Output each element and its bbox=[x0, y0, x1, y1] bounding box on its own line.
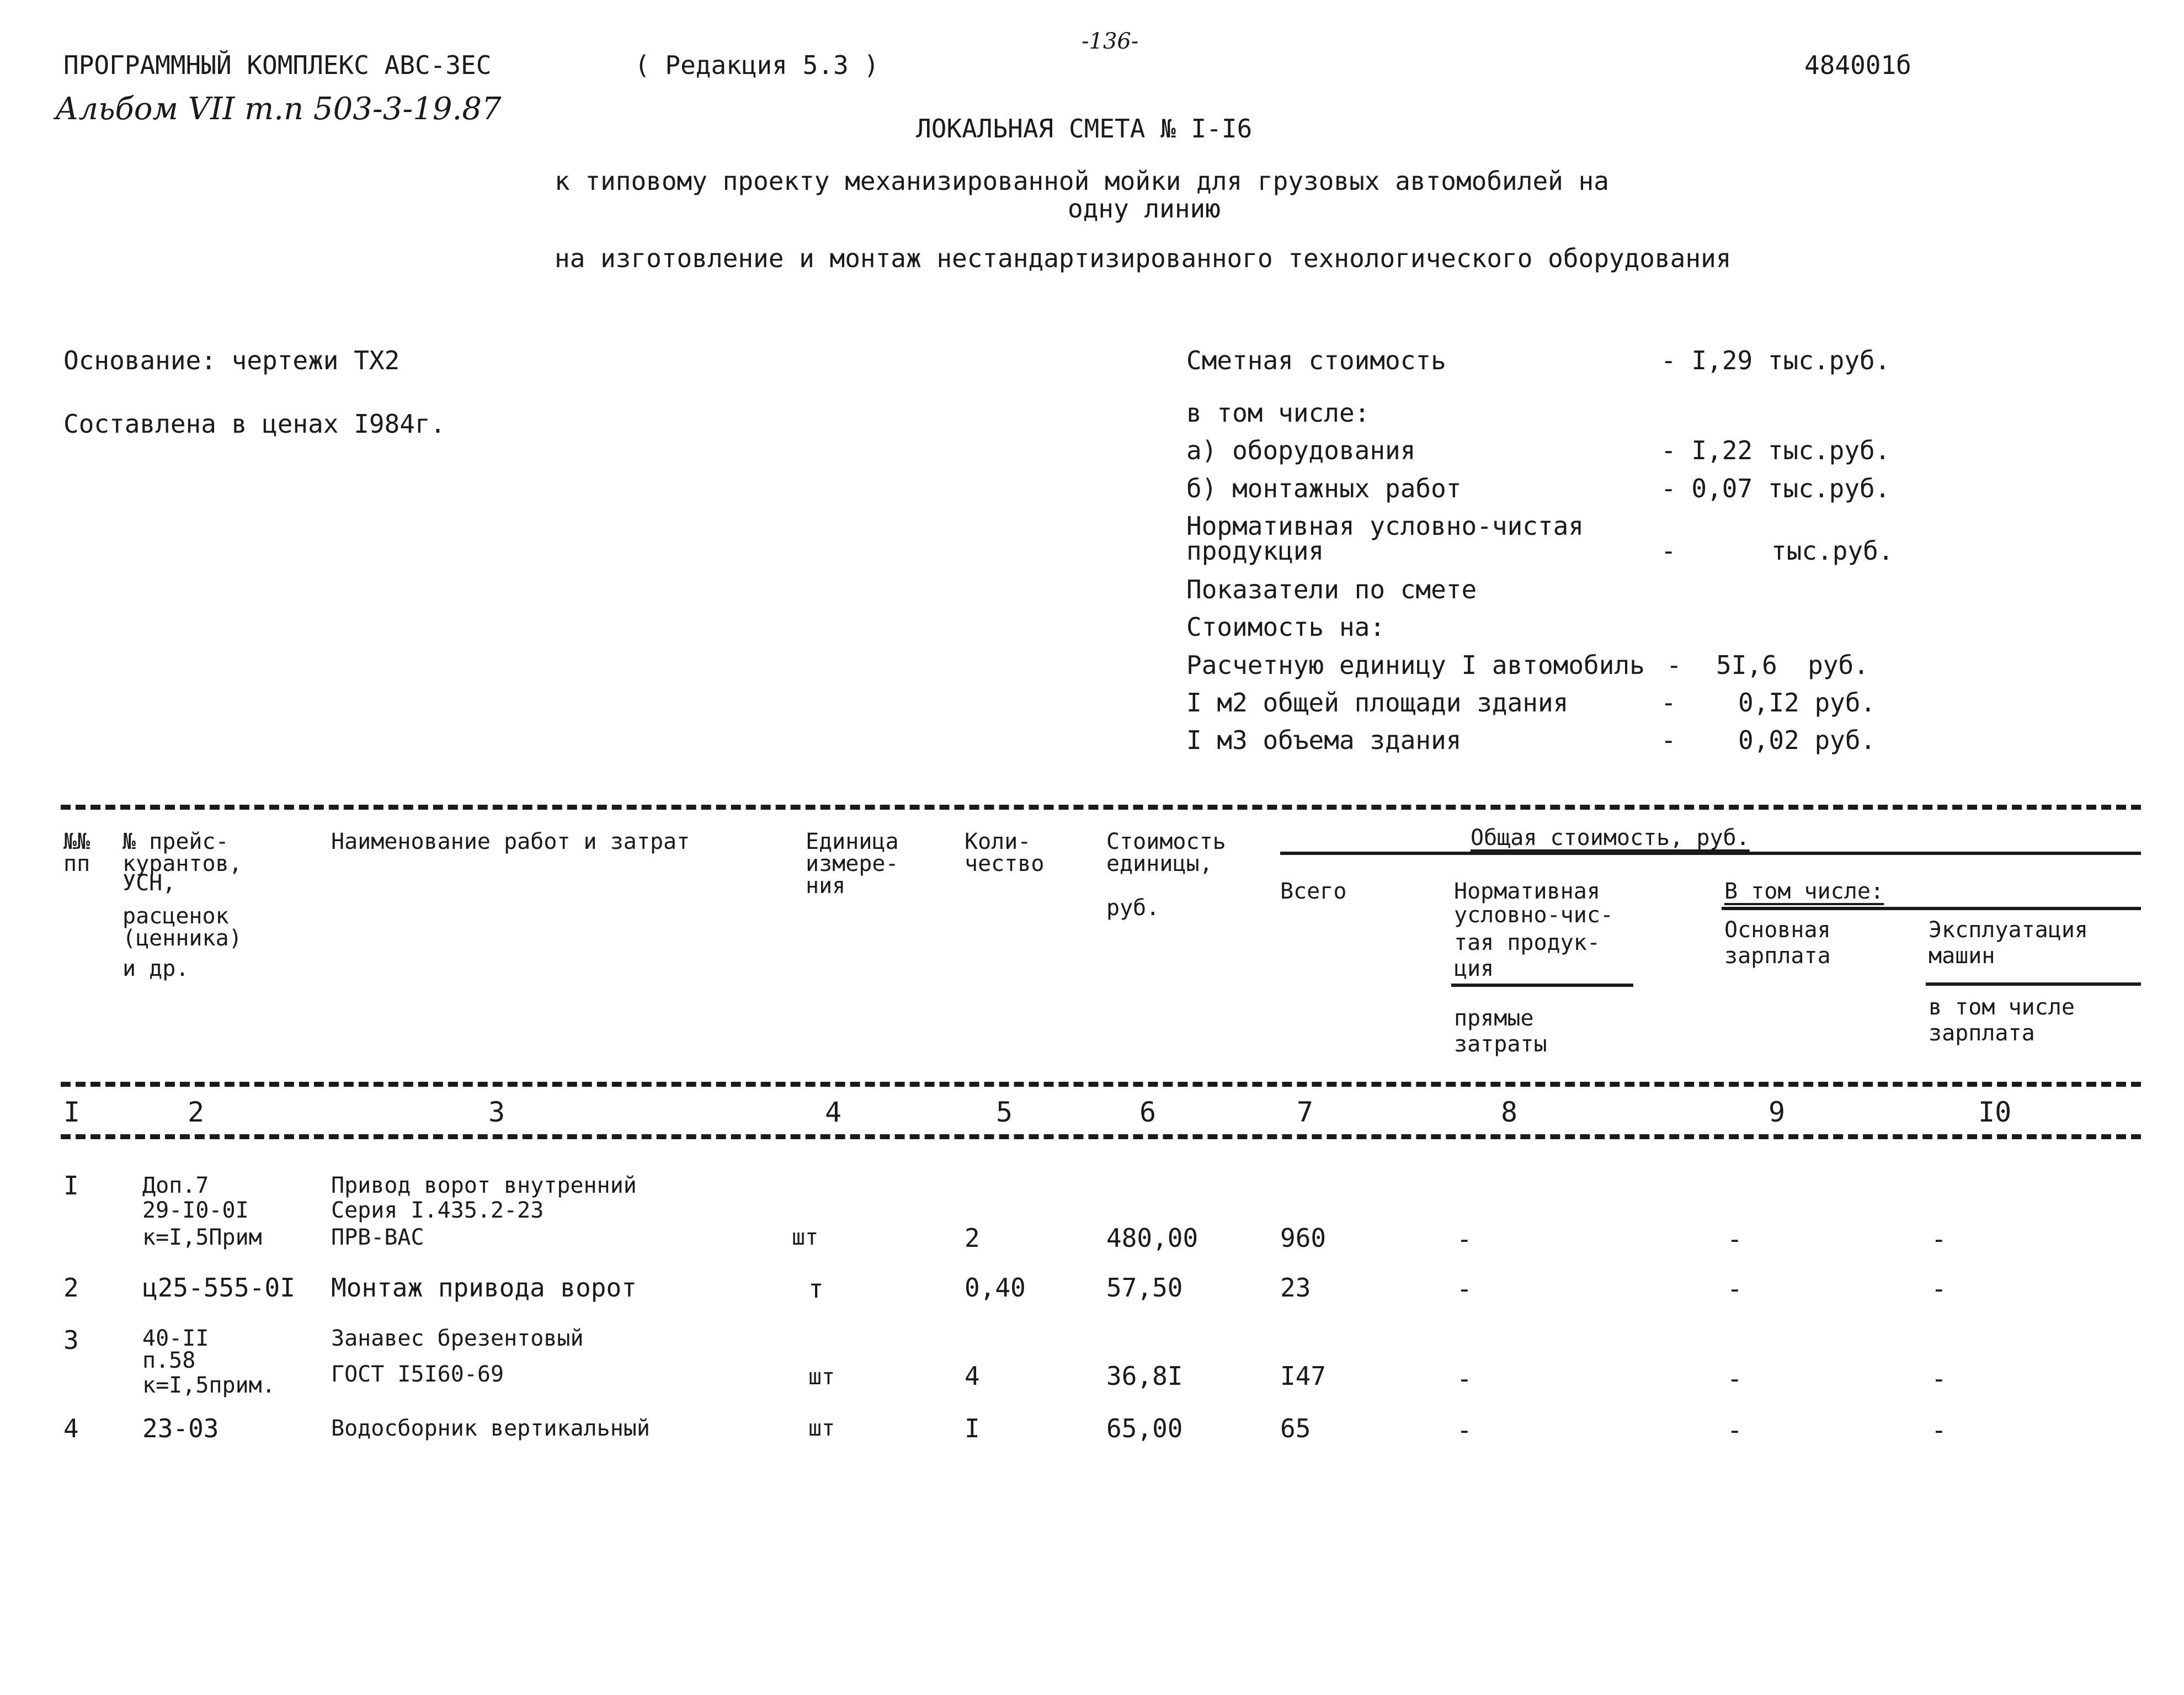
per-unit-value: 5I,6 руб. bbox=[1716, 650, 1869, 680]
header-c1-line1: №№ bbox=[63, 829, 90, 854]
header-c8-bottom-line2: затраты bbox=[1454, 1032, 1547, 1057]
header-c6-line1: Стоимость bbox=[1106, 829, 1226, 854]
header-incl: В том числе: bbox=[1724, 879, 1884, 904]
header-c2-line5: (ценника) bbox=[122, 926, 242, 951]
row-name-line: Серия I.435.2-23 bbox=[331, 1198, 544, 1223]
row-total: I47 bbox=[1280, 1361, 1327, 1391]
per-m2-label: I м2 общей площади здания bbox=[1186, 688, 1569, 718]
per-m2-value: 0,I2 руб. bbox=[1738, 688, 1876, 718]
document-title: ЛОКАЛЬНАЯ СМЕТА № I-I6 bbox=[916, 114, 1253, 144]
row-unit: шт bbox=[808, 1416, 835, 1441]
incl-label: в том числе: bbox=[1186, 398, 1370, 428]
row-c8: - bbox=[1457, 1415, 1472, 1445]
row-price: 65,00 bbox=[1106, 1414, 1183, 1443]
row-code-line: Доп.7 bbox=[142, 1173, 209, 1198]
edition: ( Редакция 5.3 ) bbox=[635, 50, 880, 80]
row-code-line: ц25-555-0I bbox=[142, 1273, 295, 1303]
row-name-line: ПРВ-ВАС bbox=[331, 1225, 424, 1250]
row-name-line: ГОСТ I5I60-69 bbox=[331, 1362, 504, 1387]
row-number: 2 bbox=[63, 1273, 79, 1303]
header-c6-line2: единицы, bbox=[1106, 851, 1213, 876]
header-total-cost: Общая стоимость, руб. bbox=[1471, 825, 1750, 851]
row-name-line: Монтаж привода ворот bbox=[331, 1273, 637, 1303]
program-name: ПРОГРАММНЫЙ КОМПЛЕКС АВС-ЗЕС bbox=[63, 50, 492, 80]
per-m3-value: 0,02 руб. bbox=[1738, 725, 1876, 755]
row-c9: - bbox=[1727, 1415, 1743, 1445]
header-c8-top-line3: тая продук- bbox=[1454, 930, 1600, 955]
cost-value: - I,29 тыс.руб. bbox=[1661, 346, 1890, 375]
header-c3: Наименование работ и затрат bbox=[331, 829, 690, 854]
page-number: -136- bbox=[1082, 29, 1139, 54]
header-c2-line2: курантов, bbox=[122, 851, 242, 876]
header-c2-line6: и др. bbox=[122, 956, 189, 981]
header-c2-line1: № прейс- bbox=[122, 829, 229, 854]
row-qty: I bbox=[965, 1414, 980, 1443]
row-code-line: к=I,5прим. bbox=[142, 1373, 275, 1398]
col-number: I0 bbox=[1978, 1096, 2012, 1128]
norm-dash: - bbox=[1661, 536, 1676, 566]
header-c8-top-line4: ция bbox=[1454, 956, 1494, 981]
header-c10-top-line1: Эксплуатация bbox=[1929, 917, 2088, 943]
row-unit: шт bbox=[808, 1364, 835, 1390]
norm-label-2: продукция bbox=[1186, 536, 1324, 566]
col-number: 5 bbox=[996, 1096, 1013, 1128]
installation-value: - 0,07 тыс.руб. bbox=[1661, 474, 1890, 503]
album-note: Альбом VII т.п 503-3-19.87 bbox=[55, 91, 502, 127]
header-c10-top-line2: машин bbox=[1929, 943, 1995, 969]
header-c10-bottom-line2: зарплата bbox=[1929, 1021, 2035, 1046]
per-m3-label: I м3 объема здания bbox=[1186, 725, 1462, 755]
header-c4-line2: измере- bbox=[806, 851, 899, 876]
col-number: 3 bbox=[488, 1096, 505, 1128]
col-number: 9 bbox=[1768, 1096, 1786, 1128]
row-qty: 2 bbox=[965, 1223, 980, 1253]
row-c10: - bbox=[1931, 1364, 1947, 1394]
norm-rule bbox=[1451, 984, 1633, 987]
row-code-line: 29-I0-0I bbox=[142, 1198, 249, 1223]
header-c10-bottom-line1: в том числе bbox=[1929, 995, 2075, 1020]
header-c9-line2: зарплата bbox=[1724, 943, 1831, 969]
doc-code: 484001б bbox=[1804, 50, 1911, 80]
per-unit-label: Расчетную единицу I автомобиль bbox=[1186, 650, 1645, 680]
row-qty: 0,40 bbox=[965, 1273, 1026, 1303]
row-c8: - bbox=[1457, 1274, 1472, 1304]
col-number: I bbox=[63, 1096, 81, 1128]
header-c7: Всего bbox=[1280, 879, 1347, 904]
title-line-2: одну линию bbox=[1068, 194, 1221, 224]
header-c9-line1: Основная bbox=[1724, 917, 1831, 943]
row-unit: т bbox=[808, 1274, 824, 1304]
row-name-line: Привод ворот внутренний bbox=[331, 1173, 637, 1198]
col-number: 4 bbox=[825, 1096, 842, 1128]
row-unit: шт bbox=[792, 1225, 819, 1250]
total-cost-rule bbox=[1280, 852, 2141, 855]
col-number: 6 bbox=[1139, 1096, 1157, 1128]
per-unit-dash: - bbox=[1666, 650, 1682, 680]
per-m2-dash: - bbox=[1661, 688, 1676, 718]
col-number: 7 bbox=[1297, 1096, 1314, 1128]
row-c9: - bbox=[1727, 1364, 1743, 1394]
indicators-label: Показатели по смете bbox=[1186, 575, 1477, 604]
row-total: 23 bbox=[1280, 1273, 1311, 1303]
row-c10: - bbox=[1931, 1274, 1947, 1304]
norm-unit: тыс.руб. bbox=[1771, 536, 1894, 566]
row-code-line: п.58 bbox=[142, 1348, 196, 1373]
col-numbers-rule bbox=[61, 1134, 2141, 1139]
row-number: 4 bbox=[63, 1414, 79, 1443]
header-c8-top-line2: условно-чис- bbox=[1454, 902, 1613, 928]
machines-rule bbox=[1926, 982, 2141, 986]
header-c5-line1: Коли- bbox=[965, 829, 1031, 854]
installation-label: б) монтажных работ bbox=[1186, 474, 1462, 503]
title-line-1: к типовому проекту механизированной мойки для грузовых автомобилей на bbox=[555, 166, 1609, 196]
col-number: 8 bbox=[1501, 1096, 1518, 1128]
row-c10: - bbox=[1931, 1415, 1947, 1445]
row-code-line: 40-II bbox=[142, 1326, 209, 1351]
row-c9: - bbox=[1727, 1274, 1743, 1304]
row-c10: - bbox=[1931, 1224, 1947, 1254]
cost-label: Сметная стоимость bbox=[1186, 346, 1446, 375]
header-bottom-rule bbox=[61, 1082, 2141, 1087]
row-code-line: 23-03 bbox=[142, 1414, 219, 1443]
header-c2-line3: УСН, bbox=[122, 870, 176, 896]
row-qty: 4 bbox=[965, 1361, 980, 1391]
basis-text: Основание: чертежи ТХ2 bbox=[63, 346, 400, 375]
norm-label-1: Нормативная условно-чистая bbox=[1186, 511, 1584, 541]
row-total: 65 bbox=[1280, 1414, 1311, 1443]
header-c8-bottom-line1: прямые bbox=[1454, 1006, 1534, 1031]
row-code-line: к=I,5Прим bbox=[142, 1225, 262, 1250]
equipment-value: - I,22 тыс.руб. bbox=[1661, 435, 1890, 465]
header-c4-line1: Единица bbox=[806, 829, 899, 854]
header-c6-line3: руб. bbox=[1106, 895, 1160, 921]
row-number: 3 bbox=[63, 1325, 79, 1355]
title-line-3: на изготовление и монтаж нестандартизированного технологического оборудования bbox=[555, 243, 1732, 273]
row-price: 36,8I bbox=[1106, 1361, 1183, 1391]
header-c1-line2: пп bbox=[63, 851, 90, 876]
table-top-rule bbox=[61, 805, 2141, 810]
row-name-line: Водосборник вертикальный bbox=[331, 1416, 650, 1441]
equipment-label: а) оборудования bbox=[1186, 435, 1416, 465]
row-c9: - bbox=[1727, 1224, 1743, 1254]
header-c5-line2: чество bbox=[965, 851, 1045, 876]
cost-per-label: Стоимость на: bbox=[1186, 612, 1386, 642]
row-price: 480,00 bbox=[1106, 1223, 1198, 1253]
header-c4-line3: ния bbox=[806, 873, 846, 899]
row-total: 960 bbox=[1280, 1223, 1327, 1253]
row-number: I bbox=[63, 1171, 79, 1200]
row-c8: - bbox=[1457, 1224, 1472, 1254]
incl-rule bbox=[1722, 907, 2141, 910]
header-c2-line4: расценок bbox=[122, 904, 229, 929]
prices-text: Составлена в ценах I984г. bbox=[63, 409, 446, 439]
row-name-line: Занавес брезентовый bbox=[331, 1326, 584, 1351]
row-c8: - bbox=[1457, 1364, 1472, 1394]
col-number: 2 bbox=[188, 1096, 205, 1128]
header-c8-top-line1: Нормативная bbox=[1454, 879, 1600, 904]
row-price: 57,50 bbox=[1106, 1273, 1183, 1303]
per-m3-dash: - bbox=[1661, 725, 1676, 755]
